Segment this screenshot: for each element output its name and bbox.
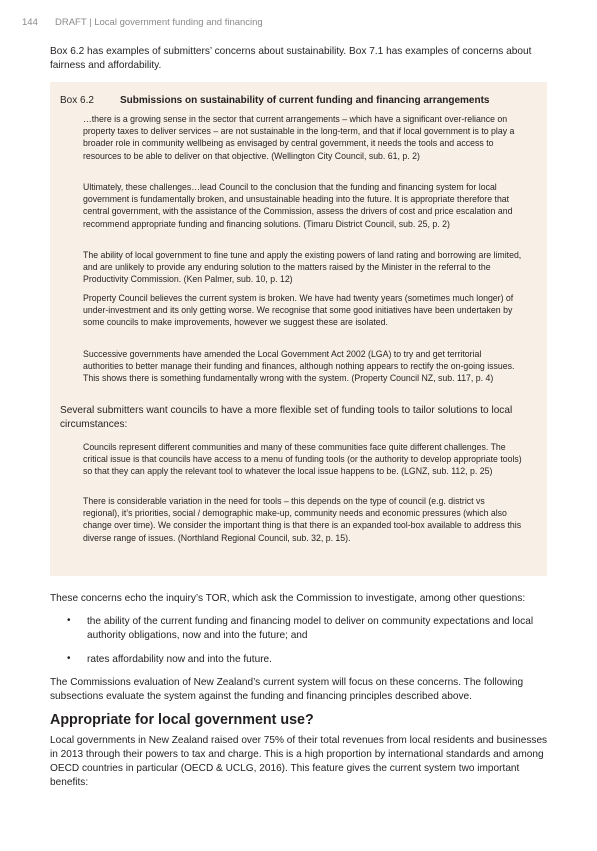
- bullet-item-1: the ability of the current funding and financing model to deliver on community expectations and local authority obligations, now and into the future; and: [87, 616, 534, 641]
- section-body: Local governments in New Zealand raised over 75% of their total revenues from local residents and businesses in 2013 through their powers to tax and charge. This is a high proportion by international standards and among OECD countries in particular (OECD & UCLG, 2016). This feature gives the current system two important benefits:: [50, 735, 548, 788]
- evaluation-paragraph: The Commissions evaluation of New Zealand’s current system will focus on these concerns. The following subsections evaluate the system against the funding and financing principles described above.: [50, 677, 524, 702]
- box-mid-text: Several submitters want councils to have a more flexible set of funding tools to tailor solutions to local circumstances:: [60, 405, 513, 430]
- quote-timaru: Ultimately, these challenges…lead Council to the conclusion that the funding and financing system for local government is fundamentally broken, and unsustainable heading into the future. It is appropriate therefore that central government, with the assistance of the Commission, assess the drivers of cost and price escalation and recommend appropriate funding and financing solutions. (Timaru District Council, sub. 25, p. 2): [83, 182, 513, 229]
- running-header: [0, 17, 597, 29]
- box-6-2: [50, 82, 547, 576]
- quote-palmer: The ability of local government to fine tune and apply the existing powers of land rating and borrowing are limited, and are unlikely to provide any enduring solution to the matters raised by the Minister in the referral to the Productivity Commission. (Ken Palmer, sub. 10, p. 12): [83, 250, 522, 285]
- intro-paragraph: Box 6.2 has examples of submitters’ concerns about sustainability. Box 7.1 has examples of concerns about fairness and affordability.: [50, 46, 532, 71]
- bullet-marker: •: [67, 615, 71, 626]
- section-heading: Appropriate for local government use?: [50, 712, 314, 728]
- box-heading: Submissions on sustainability of current funding and financing arrangements: [120, 95, 490, 106]
- quote-property-council-1: Property Council believes the current system is broken. We have had twenty years (sometimes much longer) of under-investment and its only getting worse. We recognise that some good initiatives have been undertaken by some councils to make improvements, however we suggest these are isolated.: [83, 293, 514, 328]
- quote-lgnz: Councils represent different communities and many of these communities face quite different challenges. The critical issue is that councils have access to a menu of funding tools (or the authority to develop appropriate tools) so that they can apply the relevant tool to whatever the local issue happens to be. (LGNZ, sub. 112, p. 25): [83, 442, 522, 477]
- box-label: Box 6.2: [60, 95, 94, 106]
- quote-northland: There is considerable variation in the need for tools – this depends on the type of council (e.g. district vs regional), it’s priorities, social / demographic make-up, community needs and economic pressures (which also change over time). We consider the important thing is that there is an expanded tool-box available to address this diverse range of issues. (Northland Regional Council, sub. 32, p. 15).: [83, 496, 522, 543]
- bullet-marker: •: [67, 653, 71, 664]
- bullet-item-2: rates affordability now and into the future.: [87, 654, 272, 665]
- page-number: 144: [22, 17, 38, 28]
- quote-wellington: …there is a growing sense in the sector that current arrangements – which have a significant over-reliance on property taxes to deliver services – are not sustainable in the long-term, and that if local government is to play a broader role in community wellbeing as envisaged by central government, it needs the tools and access to resources to be able to deliver on that objective. (Wellington City Council, sub. 61, p. 2): [83, 114, 515, 161]
- quote-property-council-2: Successive governments have amended the Local Government Act 2002 (LGA) to try and get territorial authorities to better manage their funding and finances, although nothing appears to rectify the on-going issues. This shows there is something fundamentally wrong with the system. (Property Council NZ, sub. 117, p. 4): [83, 349, 515, 384]
- running-title: DRAFT | Local government funding and financing: [55, 17, 263, 28]
- tor-intro: These concerns echo the inquiry’s TOR, which ask the Commission to investigate, among other questions:: [50, 593, 526, 604]
